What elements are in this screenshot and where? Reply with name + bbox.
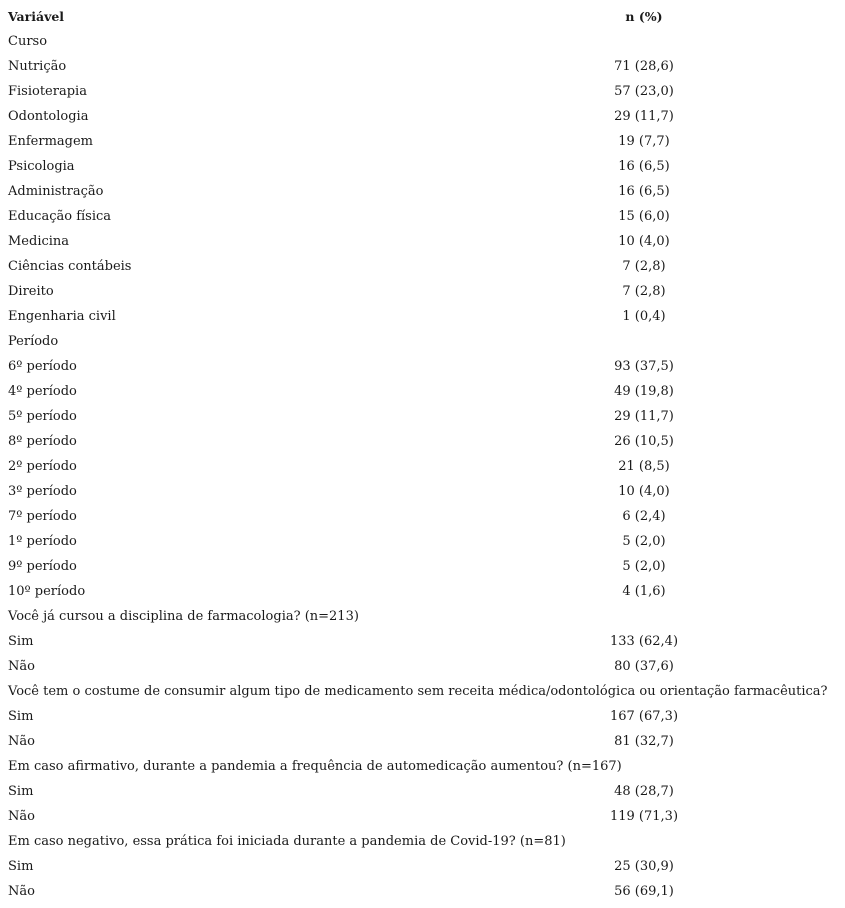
row-value: 119 (71,3) — [609, 809, 679, 824]
table-row — [0, 504, 845, 529]
row-label: Não — [8, 734, 35, 749]
row-value: 10 (4,0) — [618, 484, 670, 499]
header-value: n (%) — [625, 9, 663, 24]
row-label: Sim — [8, 859, 34, 874]
row-label: Nutrição — [8, 59, 67, 74]
row-label: Curso — [8, 34, 48, 49]
row-value: 80 (37,6) — [614, 659, 674, 674]
row-label: Período — [8, 334, 59, 349]
table-row — [0, 604, 845, 629]
row-label: Enfermagem — [8, 134, 94, 149]
row-label: Odontologia — [8, 109, 89, 124]
row-label: Engenharia civil — [8, 309, 116, 324]
row-value: 7 (2,8) — [622, 259, 666, 274]
row-label: Sim — [8, 709, 34, 724]
row-value: 15 (6,0) — [618, 209, 670, 224]
row-value: 133 (62,4) — [609, 634, 679, 649]
row-label: 1º período — [8, 534, 77, 549]
table-row — [0, 754, 845, 779]
row-label: Educação física — [8, 209, 112, 224]
table-row — [0, 329, 845, 354]
table-row — [0, 554, 845, 579]
table-row — [0, 579, 845, 604]
table-row — [0, 354, 845, 379]
row-value: 1 (0,4) — [622, 309, 666, 324]
row-label: 2º período — [8, 459, 77, 474]
table-row — [0, 79, 845, 104]
table-row — [0, 129, 845, 154]
row-value: 7 (2,8) — [622, 284, 666, 299]
table-row — [0, 704, 845, 729]
table-row — [0, 804, 845, 829]
row-value: 16 (6,5) — [618, 184, 670, 199]
row-value: 48 (28,7) — [614, 784, 674, 799]
row-value: 6 (2,4) — [622, 509, 666, 524]
row-label: Não — [8, 809, 35, 824]
table-header — [0, 4, 845, 29]
table-row — [0, 404, 845, 429]
table-row — [0, 254, 845, 279]
table-row — [0, 454, 845, 479]
table-row — [0, 529, 845, 554]
table-row — [0, 204, 845, 229]
row-value: 5 (2,0) — [622, 534, 666, 549]
table-row — [0, 829, 845, 854]
row-value: 56 (69,1) — [614, 884, 674, 899]
table-row — [0, 154, 845, 179]
row-label: 8º período — [8, 434, 77, 449]
row-value: 29 (11,7) — [614, 409, 674, 424]
row-label: Sim — [8, 784, 34, 799]
row-label: Ciências contábeis — [8, 259, 132, 274]
data-table — [0, 4, 845, 904]
table-row — [0, 879, 845, 904]
table-row — [0, 679, 845, 704]
table-row — [0, 629, 845, 654]
table-row — [0, 279, 845, 304]
row-label: 6º período — [8, 359, 77, 374]
row-label: 7º período — [8, 509, 77, 524]
table-body — [0, 29, 845, 904]
row-value: 5 (2,0) — [622, 559, 666, 574]
row-label: Você tem o costume de consumir algum tipo de medicamento sem receita médica/odontológica ou orientação farmacêutica? — [8, 684, 828, 699]
row-label: Você já cursou a disciplina de farmacologia? (n=213) — [8, 609, 359, 624]
row-value: 16 (6,5) — [618, 159, 670, 174]
row-label: Fisioterapia — [8, 84, 87, 99]
row-label: Direito — [8, 284, 54, 299]
table-row — [0, 179, 845, 204]
row-label: Medicina — [8, 234, 70, 249]
table-row — [0, 779, 845, 804]
table-row — [0, 854, 845, 879]
table-row — [0, 729, 845, 754]
table-row — [0, 654, 845, 679]
table-row — [0, 104, 845, 129]
row-value: 29 (11,7) — [614, 109, 674, 124]
table-row — [0, 479, 845, 504]
row-label: Sim — [8, 634, 34, 649]
row-label: Em caso negativo, essa prática foi iniciada durante a pandemia de Covid-19? (n=81) — [8, 834, 566, 849]
row-value: 71 (28,6) — [614, 59, 674, 74]
table-row — [0, 29, 845, 54]
row-label: Não — [8, 884, 35, 899]
row-label: Não — [8, 659, 35, 674]
row-label: Em caso afirmativo, durante a pandemia a frequência de automedicação aumentou? (n=167) — [8, 759, 622, 774]
row-value: 21 (8,5) — [618, 459, 670, 474]
table-row — [0, 54, 845, 79]
row-label: 3º período — [8, 484, 77, 499]
row-value: 25 (30,9) — [614, 859, 674, 874]
table-row — [0, 229, 845, 254]
row-value: 93 (37,5) — [614, 359, 674, 374]
row-label: 5º período — [8, 409, 77, 424]
row-value: 26 (10,5) — [614, 434, 674, 449]
row-label: 4º período — [8, 384, 77, 399]
table-row — [0, 429, 845, 454]
row-label: Administração — [8, 184, 104, 199]
row-value: 4 (1,6) — [622, 584, 666, 599]
row-value: 57 (23,0) — [614, 84, 674, 99]
row-value: 49 (19,8) — [614, 384, 674, 399]
row-label: Psicologia — [8, 159, 75, 174]
row-label: 9º período — [8, 559, 77, 574]
row-label: 10º período — [8, 584, 86, 599]
row-value: 10 (4,0) — [618, 234, 670, 249]
header-variable: Variável — [8, 9, 65, 24]
table-row — [0, 304, 845, 329]
row-value: 19 (7,7) — [618, 134, 670, 149]
table-row — [0, 379, 845, 404]
row-value: 81 (32,7) — [614, 734, 674, 749]
row-value: 167 (67,3) — [609, 709, 679, 724]
